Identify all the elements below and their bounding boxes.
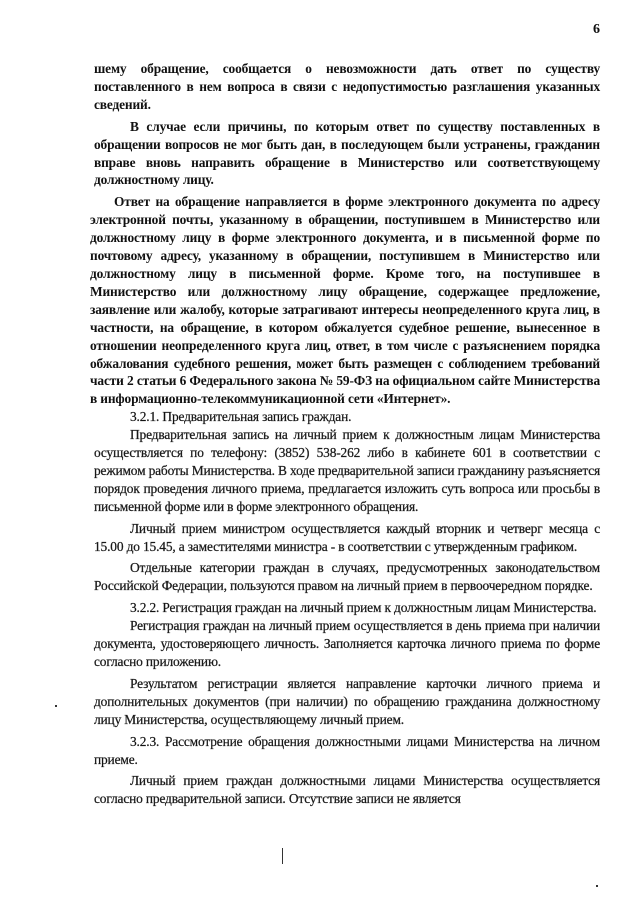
document-body [90,60,600,808]
section-heading-3-2-2: 3.2.2. Регистрация граждан на личный прием к должностным лицам Министерства. [130,600,597,616]
paragraph-repeat-request: В случае если причины, по которым ответ по существу поставленных в обращении вопросов не мог быть дан, в последующем были устранены, гражданин вправе вновь направить обращение в Министерство или соответствующему должностному лицу. [94,118,600,188]
scan-artifact-dot-left [55,705,57,707]
paragraph-response-form: Ответ на обращение направляется в форме электронного документа по адресу электронной почты, указанному в обращении, поступившем в Министерство или должностному лицу в форме электронного документа, и в письменной форме по почтовому адресу, указанному в обращении, поступившем в Министерство или должностному лицу в письменной форме. Кроме того, на поступившее в Министерство или должностному лицу обращение, содержащее предложение, заявление или жалобу, которые затрагивают интересы неопределенного круга лиц, в частности, на обращение, в котором обжалуется судебное решение, вынесенное в отношении неопределенного круга лиц, ответ, в том числе с разъяснением порядка обжалования судебного решения, может быть размещен с соблюдением требований части 2 статьи 6 Федерального закона № 59-ФЗ на официальном сайте Министерства в информационно-телекоммуникационной сети «Интернет». [90,194,600,407]
scan-artifact-line [282,848,283,864]
paragraph-pre-registration: Предварительная запись на личный прием к должностным лицам Министерства осуществляется по телефону: (3852) 538-262 либо в кабинете 601 в соответствии с режимом работы Министерства. В ходе предварительной записи гражданину разъясняется порядок проведения личного приема, предлагается изложить суть вопроса или просьбы в письменной форме или в форме электронного обращения. [94,427,600,514]
paragraph-registration-result: Результатом регистрации является направление карточки личного приема и дополнительных документов (при наличии) по обращению гражданина должностному лицу Министерства, осуществляющему личный прием. [94,675,600,727]
section-heading-3-2-3: 3.2.3. Рассмотрение обращения должностными лицами Министерства на личном приеме. [94,733,600,767]
scan-artifact-dot [596,885,598,887]
paragraph-continuation: шему обращение, сообщается о невозможности дать ответ по существу поставленного в нем вопроса в связи с недопустимостью разглашения указанных сведений. [94,61,600,112]
paragraph-registration-day: Регистрация граждан на личный прием осуществляется в день приема при наличии документа, удостоверяющего личность. Заполняется карточка личного приема по форме согласно приложению. [94,618,600,669]
paragraph-personal-reception: Личный прием граждан должностными лицами Министерства осуществляется согласно предварительной записи. Отсутствие записи не является [94,773,600,807]
paragraph-priority-categories: Отдельные категории граждан в случаях, предусмотренных законодательством Российской Федерации, пользуются правом на личный прием в первоочередном порядке. [94,560,600,594]
section-heading-3-2-1: 3.2.1. Предварительная запись граждан. [130,409,352,425]
paragraph-minister-schedule: Личный прием министром осуществляется каждый вторник и четверг месяца с 15.00 до 15.45, а заместителями министра - в соответствии с утвержденным графиком. [94,520,600,554]
page-number: 6 [593,22,600,37]
